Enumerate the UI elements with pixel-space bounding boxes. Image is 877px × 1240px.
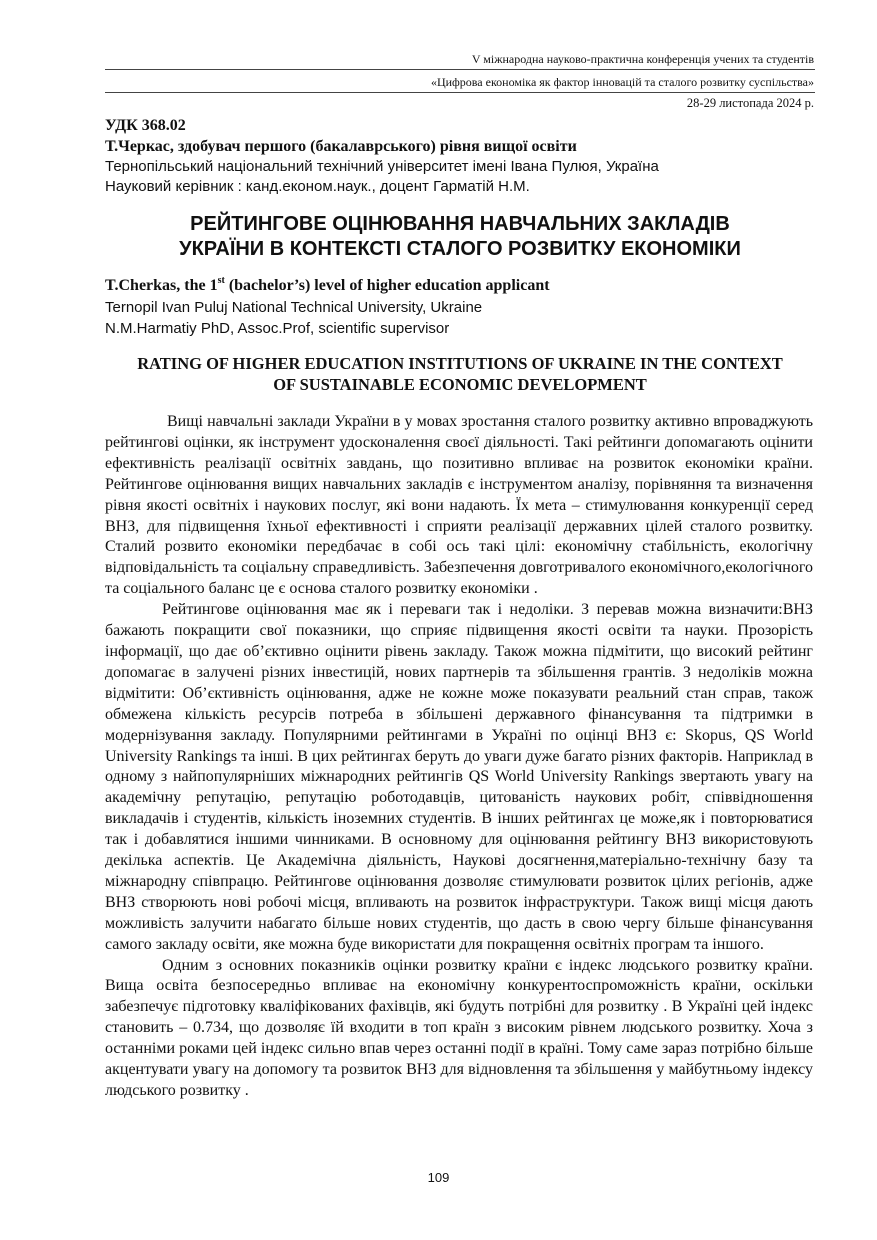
author-en-name: T.Cherkas, the 1 (105, 277, 218, 294)
university-en: Ternopil Ivan Puluj National Technical University, Ukraine (105, 299, 483, 316)
udk-code: УДК 368.02 (105, 117, 186, 134)
author-ua: Т.Черкас, здобувач першого (бакалаврського) рівня вищої освіти (105, 138, 577, 155)
body-paragraph: Рейтингове оцінювання має як і переваги так і недоліки. З перевав можна визначити:ВНЗ бажають покращити свої показники, що сприяє підвищення якості освіти та науки. Прозорість інформації, що дає об’єктивно оцінити рівень закладу. Також можна підмітити, що високий рейтинг допомагає в залучені різних інвестицій, нових партнерів та збільшення грантів. З недоліків можна відмітити: Об’єктивність оцінювання, адже не кожне може показувати реальний стан справ, також обмежена кількість ресурсів потреба в збільшені державного фінансування та підтримки в модернізування закладу. Популярними рейтингами в Україні по оцінці ВНЗ є: Skopus, QS World University Rankings та інші. В цих рейтингах беруть до уваги дуже багато різних факторів. Наприклад в одному з найпопулярніших міжнародних рейтингів QS World University Rankings звертають увагу на академічну репутацію, репутацію роботодавців, цитованість наукових робіт, співвідношення викладачів і студентів, кількість іноземних студентів. В інших рейтингах це може,як і повторюватися так і добавлятися іншими чинниками. В основному для оцінювання рейтингу ВНЗ використовують декілька аспектів. Це Академічна діяльність, Наукові досягнення,матеріально-технічну базу та міжнародну співпрацю. Рейтингове оцінювання дозволяє стимулювати розвиток цілих регіонів, адже ВНЗ створюють нові робочі місця, впливають на розвиток інфраструктури. Також вищі місця дають можливість залучити набагато більше нових студентів, що дасть в свою чергу більше фінансування самого закладу освіти, яке можна буде використати для покращення освітніх програм та іншого. (105, 601, 813, 953)
paper-title-en (105, 353, 815, 395)
running-header-date: 28-29 листопада 2024 р. (686, 96, 814, 110)
body-text (105, 412, 813, 1102)
title-en-line: RATING OF HIGHER EDUCATION INSTITUTIONS OF UKRAINE IN THE CONTEXT (137, 354, 783, 373)
header-rule (105, 92, 815, 93)
running-header-conference: V міжнародна науково-практична конференція учених та студентів (471, 52, 814, 66)
title-ua-line: УКРАЇНИ В КОНТЕКСТІ СТАЛОГО РОЗВИТКУ ЕКОНОМІКИ (179, 238, 741, 260)
page-number: 109 (427, 1170, 450, 1185)
supervisor-ua: Науковий керівник : канд.економ.наук., доцент Гарматій Н.М. (105, 178, 530, 195)
title-ua-line: РЕЙТИНГОВЕ ОЦІНЮВАННЯ НАВЧАЛЬНИХ ЗАКЛАДІВ (190, 213, 730, 235)
running-header-theme: «Цифрова економіка як фактор інновацій та сталого розвитку суспільства» (430, 75, 814, 89)
ordinal-suffix: st (217, 275, 225, 286)
title-en-line: OF SUSTAINABLE ECONOMIC DEVELOPMENT (273, 375, 647, 394)
university-ua: Тернопільський національний технічний університет імені Івана Пулюя, Україна (105, 158, 659, 175)
author-en (105, 275, 550, 296)
supervisor-en: N.M.Harmatiy PhD, Assoc.Prof, scientific supervisor (105, 320, 450, 337)
paper-title-ua (105, 212, 815, 262)
body-paragraph: Вищі навчальні заклади України в у мовах зростання сталого розвитку активно впроваджують рейтингові оцінки, як інструмент удосконалення своєї діяльності. Такі рейтинги допомагають оцінити ефективність реалізації освітніх завдань, що позитивно впливає на розвиток економіки країни. Рейтингове оцінювання вищих навчальних закладів є інструментом аналізу, порівняння та визначення рівня якості освітніх і наукових послуг, які вони надають. Їх мета – стимулювання конкуренції серед ВНЗ, для підвищення їхньої ефективності і сприяти реалізації державних цілей сталого розвитку. Сталий розвито економіки передбачає в собі ось такі цілі: економічну стабільність, екологічну відповідальність та соціальну справедливість. Забезпечення довготривалого економічного,екологічного та соціального баланс це є основа сталого розвитку економіки . (105, 413, 813, 598)
author-en-level: (bachelor’s) level of higher education applicant (224, 277, 550, 294)
header-rule (105, 69, 815, 70)
body-paragraph: Одним з основних показників оцінки розвитку країни є індекс людського розвитку країни. Вища освіта безпосередньо впливає на економічну конкурентоспроможність країни, оскільки забезпечує підготовку кваліфікованих фахівців, які будуть потрібні для розвитку . В Україні цей індекс становить – 0.734, що дозволяє їй входити в топ країн з високим рівнем людського розвитку. Хоча з останніми роками цей індекс сильно впав через останні події в країні. Тому саме зараз потрібно більше акцентувати увагу на допомогу та розвиток ВНЗ для відновлення та збільшення у майбутньому індексу людського розвитку . (105, 956, 813, 1099)
